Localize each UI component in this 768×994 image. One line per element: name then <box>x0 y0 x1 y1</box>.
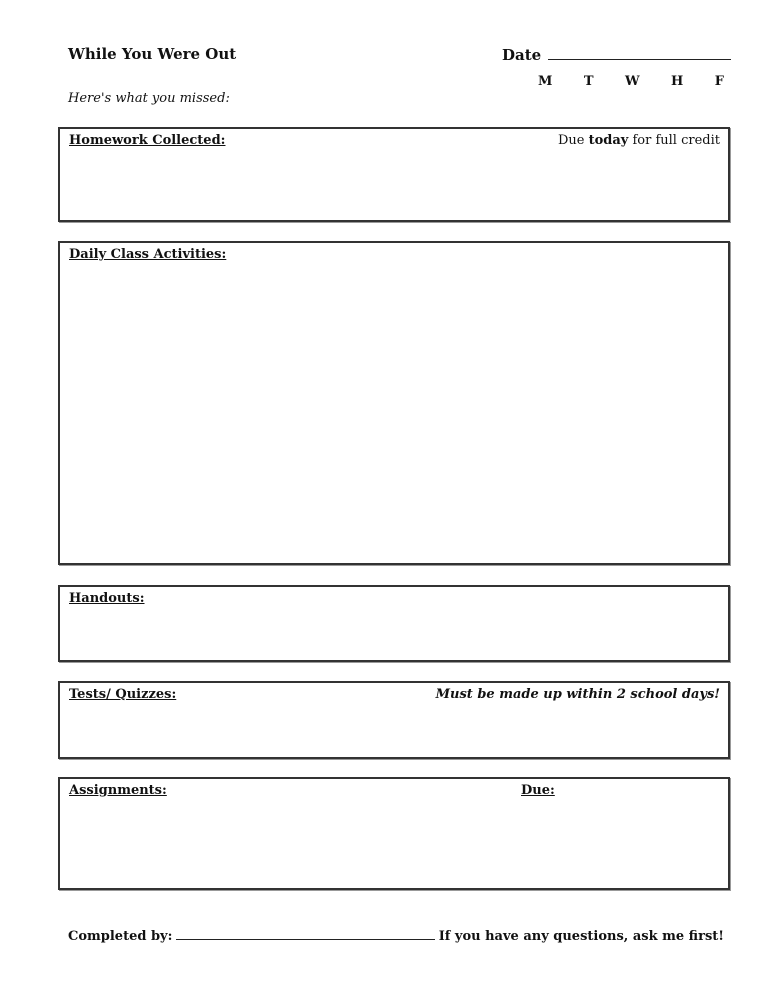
footer <box>68 927 724 944</box>
assignments-box[interactable] <box>58 777 730 890</box>
date-blank-line[interactable] <box>548 45 731 60</box>
form-title: While You Were Out <box>68 45 237 63</box>
date-field[interactable] <box>502 45 731 64</box>
day-tuesday[interactable]: T <box>583 74 594 89</box>
homework-heading: Homework Collected: <box>69 133 226 148</box>
activities-heading: Daily Class Activities: <box>69 247 227 262</box>
tests-heading: Tests/ Quizzes: <box>69 687 177 702</box>
day-monday[interactable]: M <box>538 74 553 89</box>
day-friday[interactable]: F <box>714 74 724 89</box>
tests-quizzes-box[interactable] <box>58 681 730 759</box>
daily-activities-box[interactable] <box>58 241 730 565</box>
handouts-heading: Handouts: <box>69 591 145 606</box>
homework-collected-box[interactable] <box>58 127 730 222</box>
assignments-heading: Assignments: <box>69 783 167 798</box>
form-subtitle: Here's what you missed: <box>68 91 230 106</box>
completed-by-line[interactable] <box>176 927 434 940</box>
homework-due-note: Due today for full credit <box>557 133 720 148</box>
assignments-due-label: Due: <box>521 783 555 798</box>
date-label: Date <box>502 46 542 64</box>
handouts-box[interactable] <box>58 585 730 662</box>
tests-makeup-note: Must be made up within 2 school days! <box>435 687 720 702</box>
completed-by-label: Completed by: <box>68 929 173 944</box>
weekday-options <box>538 74 724 89</box>
questions-note: If you have any questions, ask me first! <box>438 929 724 944</box>
day-wednesday[interactable]: W <box>624 74 640 89</box>
day-thursday[interactable]: H <box>671 74 684 89</box>
